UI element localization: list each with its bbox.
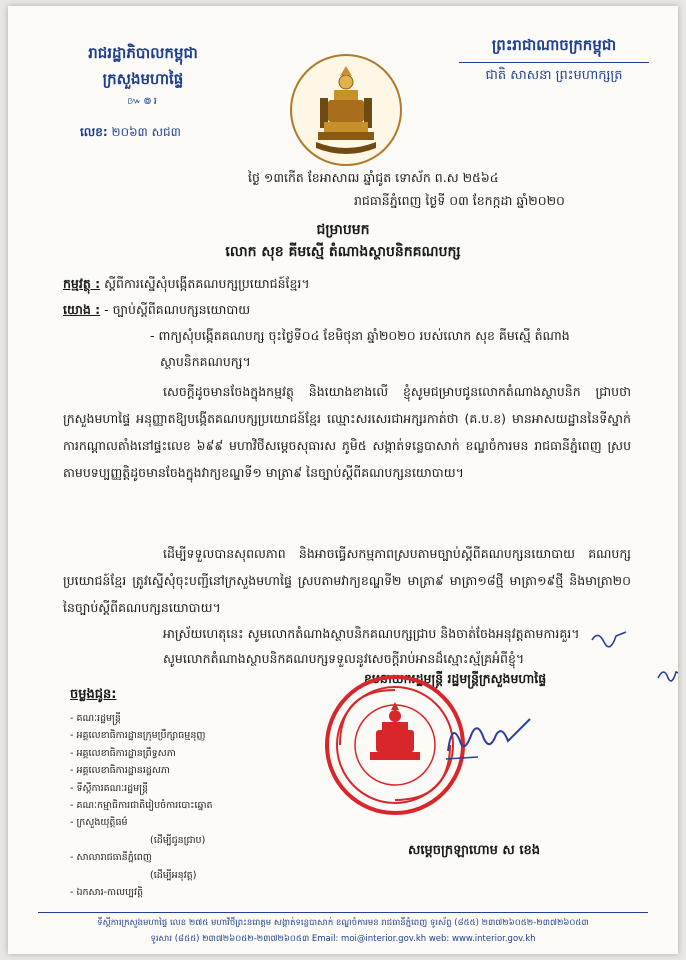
footer-address: ទីស្តីការក្រសួងមហាផ្ទៃ លេខ ២៧៥ មហាវិថីព្រះនរោត្តម សង្កាត់ទន្លេបាសាក់ ខណ្ឌចំការមន រាជធានីភ្នំពេញ ទូរស័ព្ទ (៨៥៥) ២៣៧២៦០៥២-២៣៧២៦០៥៣ (97, 918, 589, 928)
signer-name: សម្តេចក្រឡាហោម ស ខេង (408, 843, 540, 858)
signer-title: ឧបនាយករដ្ឋមន្ត្រី រដ្ឋមន្ត្រីក្រសួងមហាផ្ទៃ (364, 671, 547, 686)
cc-title: ចម្លងជូន: (70, 687, 117, 702)
cc-list (70, 710, 213, 901)
initial-mark-icon (656, 658, 678, 688)
header-ornament: ៚៙៛ (127, 96, 159, 107)
subject-text: ស្តីពីការស្នើសុំបង្កើតគណបក្សប្រយោជន៍ខ្មែរ។ (104, 276, 310, 291)
body-paragraph-4: សូមលោកតំណាងស្ថាបនិកគណបក្សទទួលនូវសេចក្តីរាប់អានដ៏ស្មោះស្ម័គ្រអំពីខ្ញុំ។ (163, 651, 525, 666)
salutation: ជម្រាបមក (316, 222, 370, 238)
cc-item: - គណៈរដ្ឋមន្ត្រី (70, 713, 121, 724)
cc-item-note: (ដើម្បីជូនជ្រាប) (150, 834, 206, 846)
cc-item-note: (ដើម្បីអនុវត្ត) (150, 869, 197, 881)
cc-item: - សាលារាជធានីភ្នំពេញ (70, 852, 152, 864)
body-paragraph-1: សេចក្តីដូចមានចែងក្នុងកម្មវត្ថុ និងយោងខាងលើ ខ្ញុំសូមជម្រាបជូនលោកតំណាងស្ថាបនិក ជ្រាបថា ក្រសួងមហាផ្ទៃ អនុញ្ញាតឱ្យបង្កើតគណបក្សប្រយោជន៍ខ្មែរ ឈ្មោះសរសេរជាអក្សរកាត់ថា (គ.ប.ខ) មានអាសយដ្ឋាននៃទីស្នាក់ការកណ្តាលតាំងនៅផ្ទះលេខ ៦៩៩ មហាវិថីសម្តេចសុធារស ភូមិ៥ សង្កាត់ទន្លេបាសាក់ ខណ្ឌចំការមន រាជធានីភ្នំពេញ ស្របតាមបទប្បញ្ញត្តិដូចមានចែងក្នុងវាក្យខណ្ឌទី១ មាត្រា៩ នៃច្បាប់ស្តីពីគណបក្សនយោបាយ។ (63, 384, 631, 480)
cc-item: - អគ្គលេខាធិការដ្ឋានព្រឹទ្ធសភា (70, 747, 176, 759)
subject-line (63, 276, 310, 295)
solar-date: រាជធានីភ្នំពេញ ថ្ងៃទី ០៣ ខែកក្កដា ឆ្នាំ២០២០ (354, 193, 565, 208)
ministry-header (48, 44, 238, 109)
kingdom-name: ព្រះរាជាណាចក្រកម្ពុជា (491, 36, 617, 54)
cc-item: - អគ្គលេខាធិការដ្ឋានរដ្ឋសភា (70, 765, 170, 777)
reference-line (63, 302, 250, 321)
reference-number-value: ២០៦៣ សជ៣ (111, 125, 181, 139)
body-paragraph-2: ដើម្បីទទួលបានសុពលភាព និងអាចធ្វើសកម្មភាពស្របតាមច្បាប់ស្តីពីគណបក្សនយោបាយ គណបក្សប្រយោជន៍ខ្មែរ ត្រូវស្នើសុំចុះបញ្ជីនៅក្រសួងមហាផ្ទៃ ស្របតាមវាក្យខណ្ឌទី២ មាត្រា៩ មាត្រា១៨ថ្មី មាត្រា១៩ថ្មី និងមាត្រា២០ នៃច្បាប់ស្តីពីគណបក្សនយោបាយ។ (63, 546, 631, 615)
subject-label: កម្មវត្ថុ : (63, 276, 101, 291)
ministry-name: ក្រសួងមហាផ្ទៃ (102, 70, 184, 88)
footer-divider (38, 912, 648, 913)
reference-item: - ពាក្យសុំបង្កើតគណបក្ស ចុះថ្ងៃទី០៤ ខែមិថុនា ឆ្នាំ២០២០ របស់លោក សុខ គីមស្មើ តំណាង (150, 328, 570, 343)
reference-item-continued: ស្ថាបនិកគណបក្ស។ (160, 354, 251, 369)
cc-item: - អគ្គលេខាធិការដ្ឋានក្រុមប្រឹក្សាធម្មនុញ្ញ (70, 730, 206, 742)
royal-emblem-icon (290, 54, 402, 166)
cc-item: - ទីស្តីការគណៈរដ្ឋមន្ត្រី (70, 782, 149, 794)
reference-number-label: លេខ: (80, 125, 108, 139)
header-divider (459, 62, 649, 63)
signature-icon (438, 711, 538, 771)
lunar-date: ថ្ងៃ ១៣កើត ខែអាសាឍ ឆ្នាំជូត ទោស័ក ព.ស ២៥៦៤ (248, 170, 499, 185)
reference-number (80, 124, 181, 142)
government-name: រាជរដ្ឋាភិបាលកម្ពុជា (88, 44, 198, 62)
reference-label: យោង : (63, 302, 101, 317)
reference-item: - ច្បាប់ស្តីពីគណបក្សនយោបាយ (104, 302, 251, 317)
cc-item: - ឯកសារ-កាលប្បវត្តិ (70, 887, 144, 899)
kingdom-header (444, 36, 664, 86)
letter-page (8, 6, 678, 954)
recipient: លោក សុខ គីមស្មើ តំណាងស្ថាបនិកគណបក្ស (225, 244, 461, 260)
initial-mark-icon (590, 626, 630, 654)
body-paragraph-3: អាស្រ័យហេតុនេះ សូមលោកតំណាងស្ថាបនិកគណបក្សជ្រាប និងចាត់ចែងអនុវត្តតាមការគួរ។ (163, 626, 580, 641)
footer-contact: ទូរសារ (៨៥៥) ២៣៧២៦០៥២-២៣៧២៦០៥៣ Email: moi@interior.gov.kh web: www.interior.gov.kh (150, 934, 536, 944)
cc-item: - ក្រសួងយុត្តិធម៌ (70, 817, 128, 829)
national-motto: ជាតិ សាសនា ព្រះមហាក្សត្រ (485, 68, 623, 83)
cc-item: - គណៈកម្មាធិការជាតិរៀបចំការបោះឆ្នោត (70, 800, 213, 812)
